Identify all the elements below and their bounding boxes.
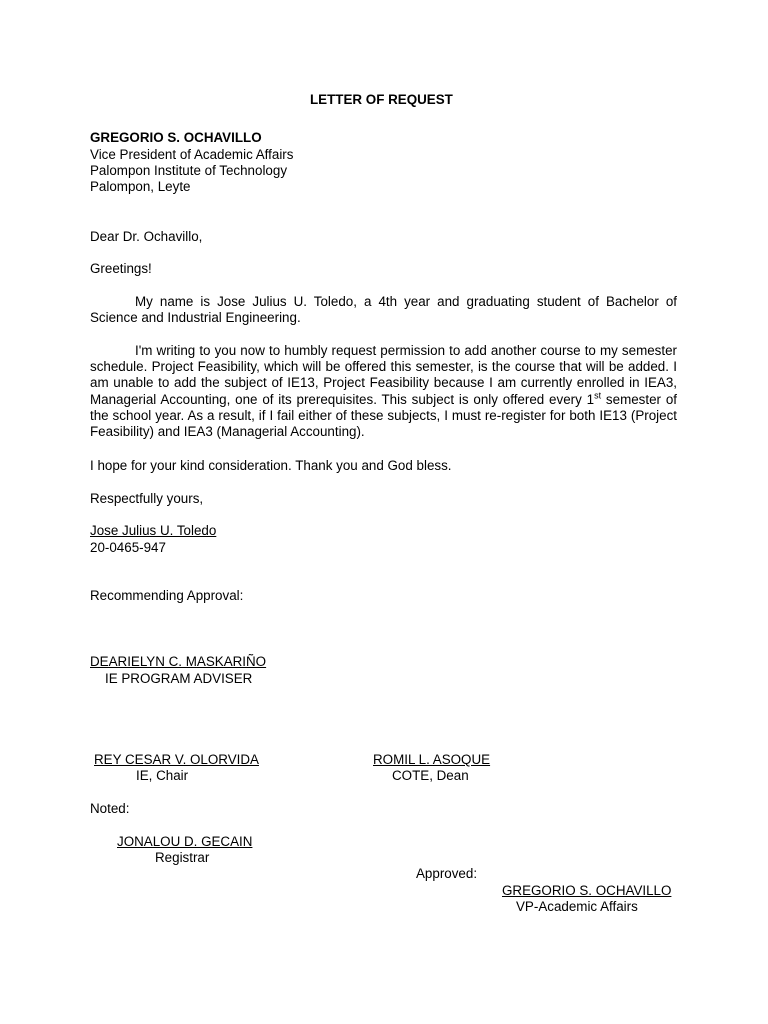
recipient-institution: Palompon Institute of Technology <box>90 163 288 178</box>
body-paragraph-2-text-a: I'm writing to you now to humbly request permission to add another course to my semester schedule. Project Feasibility, which will be offered this semester, is the course that will be added. I am unable to add the subject of IE13, Project Feasibility because I am currently enrolled in IEA3, Managerial Accounting, one of its prerequisites. This subject is only offered every 1 <box>90 343 677 407</box>
vp-name: GREGORIO S. OCHAVILLO <box>502 883 672 898</box>
body-paragraph-2 <box>90 343 677 440</box>
body-paragraph-2-text-b: semester of the school year. As a result, if I fail either of these subjects, I must re-register for both IE13 (Project Feasibility) and IEA3 (Managerial Accounting). <box>90 391 677 440</box>
greeting: Greetings! <box>90 261 152 276</box>
chair-name: REY CESAR V. OLORVIDA <box>94 752 259 767</box>
ordinal-superscript: st <box>594 390 602 401</box>
registrar-name: JONALOU D. GECAIN <box>117 834 253 849</box>
adviser-name: DEARIELYN C. MASKARIÑO <box>90 654 267 669</box>
body-paragraph-1 <box>90 294 677 326</box>
chair-role: IE, Chair <box>136 768 189 783</box>
body-paragraph-1-text: My name is Jose Julius U. Toledo, a 4th year and graduating student of Bachelor of Science and Industrial Engineering. <box>90 294 677 326</box>
recipient-name: GREGORIO S. OCHAVILLO <box>90 130 262 145</box>
salutation: Dear Dr. Ochavillo, <box>90 229 203 244</box>
adviser-role: IE PROGRAM ADVISER <box>105 671 253 686</box>
recipient-address: Palompon, Leyte <box>90 179 191 194</box>
noted-label: Noted: <box>90 801 130 816</box>
approved-label: Approved: <box>416 866 478 881</box>
letter-title: LETTER OF REQUEST <box>310 92 453 107</box>
recommending-approval-label: Recommending Approval: <box>90 588 244 603</box>
sender-name: Jose Julius U. Toledo <box>90 523 217 538</box>
dean-role: COTE, Dean <box>392 768 469 783</box>
dean-name: ROMIL L. ASOQUE <box>373 752 491 767</box>
closing: Respectfully yours, <box>90 491 204 506</box>
registrar-role: Registrar <box>155 850 210 865</box>
body-paragraph-3: I hope for your kind consideration. Thank you and God bless. <box>90 458 452 473</box>
vp-role: VP-Academic Affairs <box>516 899 638 914</box>
recipient-position: Vice President of Academic Affairs <box>90 147 294 162</box>
sender-id: 20-0465-947 <box>90 540 166 555</box>
